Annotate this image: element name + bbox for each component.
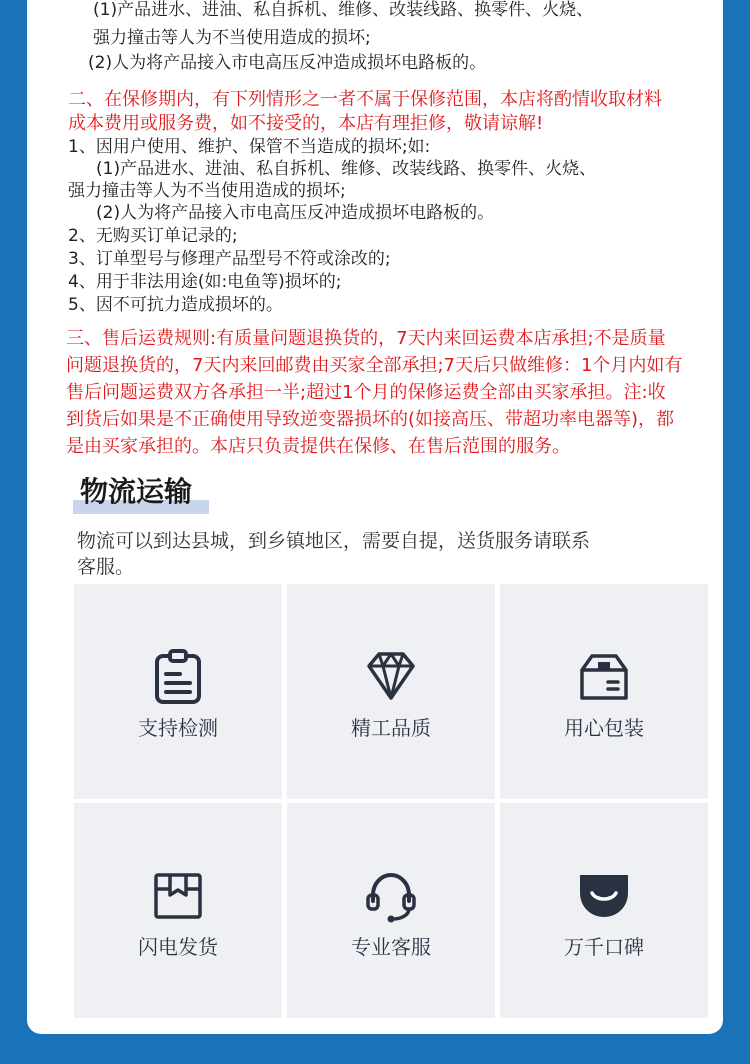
section-three-line-2: 问题退换货的，7天内来回邮费由买家全部承担;7天后只做维修：1个月内如有 <box>66 355 683 376</box>
feature-tile-quality <box>287 584 495 799</box>
top-line-3: (2)人为将产品接入市电高压反冲造成损坏电路板的。 <box>88 53 487 73</box>
diamond-icon <box>361 646 421 706</box>
top-line-2: 强力撞击等人为不当使用造成的损坏; <box>93 28 371 48</box>
section-two-item-5: 5、因不可抗力造成损坏的。 <box>68 295 283 315</box>
section-three-line-3: 售后问题运费双方各承担一半;超过1个月的保修运费全部由买家承担。注:收 <box>66 382 666 403</box>
box-icon <box>574 646 634 706</box>
section-two-item-3: 3、订单型号与修理产品型号不符或涂改的; <box>68 249 391 269</box>
logistics-desc-line-2: 客服。 <box>77 556 135 578</box>
section-two-item-1a: (1)产品进水、进油、私自拆机、维修、改装线路、换零件、火烧、 <box>96 159 597 179</box>
feature-label: 用心包装 <box>564 716 644 740</box>
section-three-line-5: 是由买家承担的。本店只负责提供在保修、在售后范围的服务。 <box>66 436 570 457</box>
section-three-line-4: 到货后如果是不正确使用导致逆变器损坏的(如接高压、带超功率电器等)，都 <box>66 409 675 430</box>
logistics-title: 物流运输 <box>80 475 193 508</box>
feature-tile-shipping <box>74 803 282 1018</box>
badge-icon <box>574 865 634 925</box>
feature-label: 精工品质 <box>351 716 431 740</box>
clipboard-icon <box>148 646 208 706</box>
logistics-desc-line-1: 物流可以到达县城，到乡镇地区，需要自提，送货服务请联系 <box>77 530 591 552</box>
feature-tile-inspection <box>74 584 282 799</box>
section-two-item-4: 4、用于非法用途(如:电鱼等)损坏的; <box>68 272 342 292</box>
top-line-1: (1)产品进水、进油、私自拆机、维修、改装线路、换零件、火烧、 <box>93 0 594 20</box>
section-two-heading-1: 二、在保修期内，有下列情形之一者不属于保修范围，本店将酌情收取材料 <box>68 89 662 110</box>
feature-label: 专业客服 <box>351 935 431 959</box>
feature-label: 闪电发货 <box>138 935 218 959</box>
section-two-heading-2: 成本费用或服务费，如不接受的，本店有理拒修，敬请谅解! <box>68 113 544 134</box>
section-two-item-1b: 强力撞击等人为不当使用造成的损坏; <box>68 181 346 201</box>
feature-tile-packaging <box>500 584 708 799</box>
section-two-item-2: 2、无购买订单记录的; <box>68 226 238 246</box>
package-icon <box>148 865 208 925</box>
feature-tile-reputation <box>500 803 708 1018</box>
feature-label: 万千口碑 <box>564 935 644 959</box>
feature-tile-service <box>287 803 495 1018</box>
headset-icon <box>361 865 421 925</box>
section-three-line-1: 三、售后运费规则:有质量问题退换货的，7天内来回运费本店承担;不是质量 <box>66 328 666 349</box>
feature-label: 支持检测 <box>138 716 218 740</box>
section-two-item-1c: (2)人为将产品接入市电高压反冲造成损坏电路板的。 <box>96 203 495 223</box>
section-two-item-1: 1、因用户使用、维护、保管不当造成的损坏;如: <box>68 137 431 157</box>
